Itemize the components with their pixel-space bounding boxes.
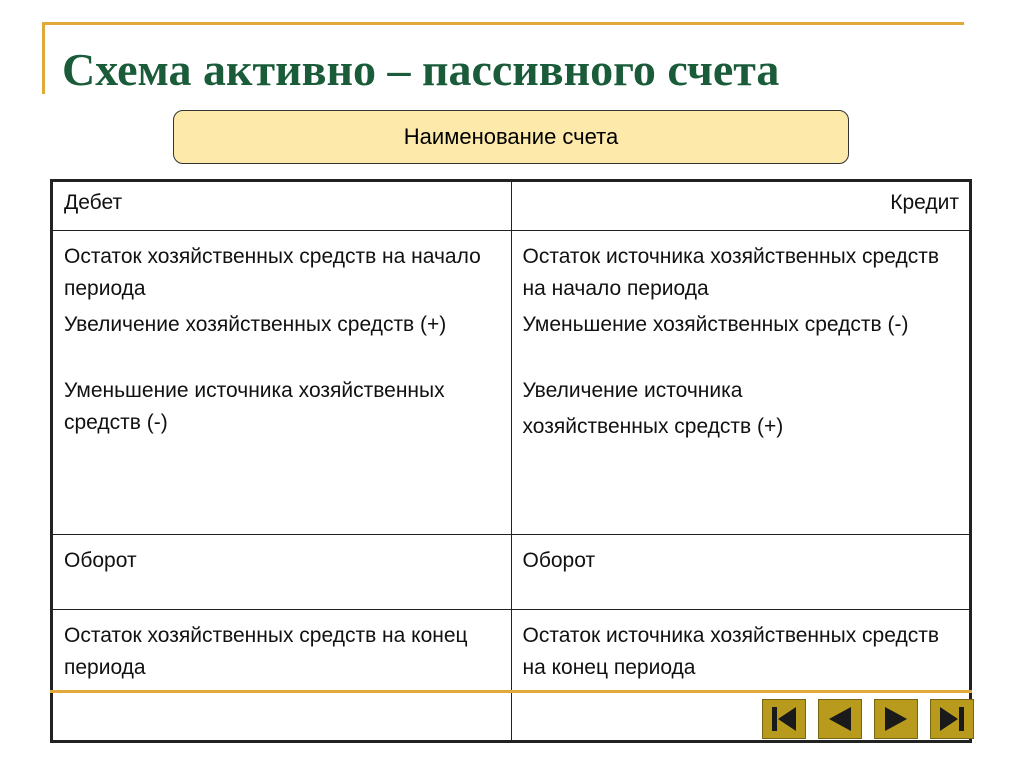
debit-sources-decrease: Уменьшение источника хозяйственных средств (-) xyxy=(64,379,445,434)
debit-closing-balance: Остаток хозяйственных средств на конец периода xyxy=(52,610,512,742)
credit-sources-increase-line1: Увеличение источника xyxy=(522,379,743,402)
last-slide-icon xyxy=(931,700,973,738)
credit-assets-decrease: Уменьшение хозяйственных средств (-) xyxy=(522,313,909,336)
previous-slide-button[interactable] xyxy=(818,699,862,739)
account-name-label: Наименование счета xyxy=(403,124,619,149)
last-slide-button[interactable] xyxy=(930,699,974,739)
entries-row xyxy=(52,231,971,535)
first-slide-icon xyxy=(763,700,805,738)
top-decorative-rule xyxy=(42,22,964,25)
credit-entries-cell xyxy=(511,231,971,535)
credit-turnover: Оборот xyxy=(511,535,971,610)
slide-title: Схема активно – пассивного счета xyxy=(62,44,780,95)
credit-opening-balance: Остаток источника хозяйственных средств на начало периода xyxy=(522,245,939,300)
credit-header: Кредит xyxy=(511,181,971,231)
credit-sources-increase-line2: хозяйственных средств (+) xyxy=(522,415,784,438)
credit-closing-balance: Остаток источника хозяйственных средств на конец периода xyxy=(511,610,971,742)
debit-header: Дебет xyxy=(52,181,512,231)
debit-turnover: Оборот xyxy=(52,535,512,610)
account-name-box xyxy=(173,110,849,164)
left-decorative-rule xyxy=(42,22,45,94)
first-slide-button[interactable] xyxy=(762,699,806,739)
table-header-row xyxy=(52,181,971,231)
next-slide-icon xyxy=(875,700,917,738)
debit-opening-balance: Остаток хозяйственных средств на начало периода xyxy=(64,245,481,300)
bottom-decorative-rule xyxy=(50,690,972,693)
account-scheme-table xyxy=(50,179,972,743)
previous-slide-icon xyxy=(819,700,861,738)
next-slide-button[interactable] xyxy=(874,699,918,739)
debit-entries-cell xyxy=(52,231,512,535)
debit-assets-increase: Увеличение хозяйственных средств (+) xyxy=(64,313,447,336)
turnover-row xyxy=(52,535,971,610)
